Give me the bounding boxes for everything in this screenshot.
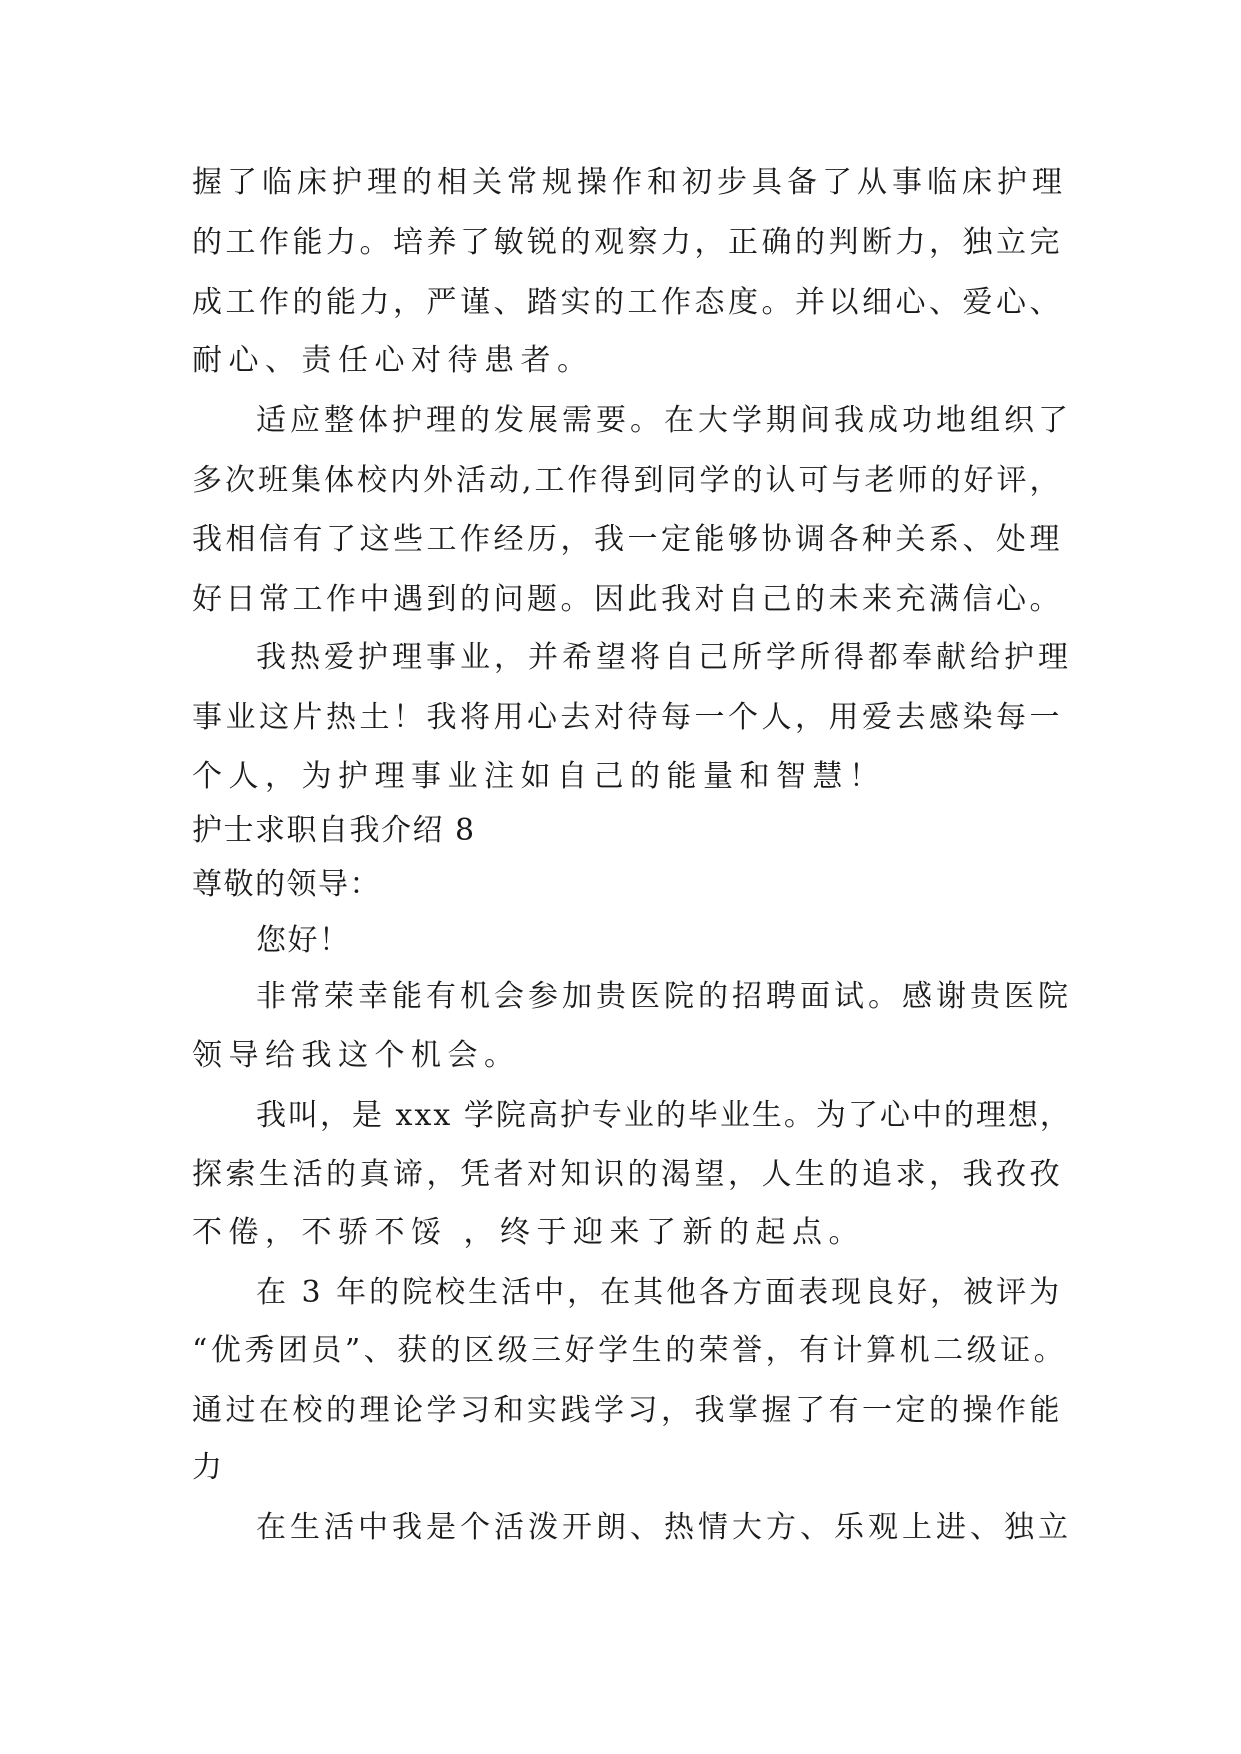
paragraph-line: 非常荣幸能有机会参加贵医院的招聘面试。感谢贵医院 (256, 979, 1072, 1014)
paragraph-line: 好日常工作中遇到的问题。因此我对自己的未来充满信心。 (192, 582, 1063, 617)
paragraph-line: 成工作的能力，严谨、踏实的工作态度。并以细心、爱心、 (192, 285, 1063, 320)
paragraph-line: 我热爱护理事业，并希望将自己所学所得都奉献给护理 (256, 640, 1072, 675)
paragraph-line: 握了临床护理的相关常规操作和初步具备了从事临床护理 (192, 165, 1067, 200)
paragraph-line: 探索生活的真谛，凭者对知识的渴望，人生的追求，我孜孜 (192, 1157, 1063, 1192)
paragraph-line: 领导给我这个机会。 (192, 1038, 521, 1073)
salutation: 尊敬的领导： (192, 867, 381, 902)
paragraph-line: 在生活中我是个活泼开朗、热情大方、乐观上进、独立 (256, 1510, 1072, 1545)
paragraph-line: 耐心、责任心对待患者。 (192, 343, 594, 378)
paragraph-line: 个人，为护理事业注如自己的能量和智慧！ (192, 759, 886, 794)
paragraph-line: 通过在校的理论学习和实践学习，我掌握了有一定的操作能 (192, 1393, 1063, 1428)
greeting: 您好！ (256, 923, 351, 958)
paragraph-line: 适应整体护理的发展需要。在大学期间我成功地组织了 (256, 403, 1072, 438)
paragraph-line: “优秀团员”、获的区级三好学生的荣誉，有计算机二级证。 (192, 1333, 1068, 1368)
paragraph-line: 在 3 年的院校生活中，在其他各方面表现良好，被评为 (256, 1275, 1063, 1310)
section-heading: 护士求职自我介绍 8 (192, 813, 476, 848)
paragraph-line: 力 (192, 1450, 229, 1485)
paragraph-line: 的工作能力。培养了敏锐的观察力，正确的判断力，独立完 (192, 225, 1063, 260)
paragraph-line: 不倦，不骄不馁 ，终于迎来了新的起点。 (192, 1215, 866, 1250)
paragraph-line: 我叫，是 xxx 学院高护专业的毕业生。为了心中的理想， (256, 1098, 1072, 1133)
paragraph-line: 我相信有了这些工作经历，我一定能够协调各种关系、处理 (192, 522, 1063, 557)
paragraph-line: 多次班集体校内外活动,工作得到同学的认可与老师的好评， (192, 463, 1063, 498)
paragraph-line: 事业这片热土！我将用心去对待每一个人，用爱去感染每一 (192, 700, 1063, 735)
